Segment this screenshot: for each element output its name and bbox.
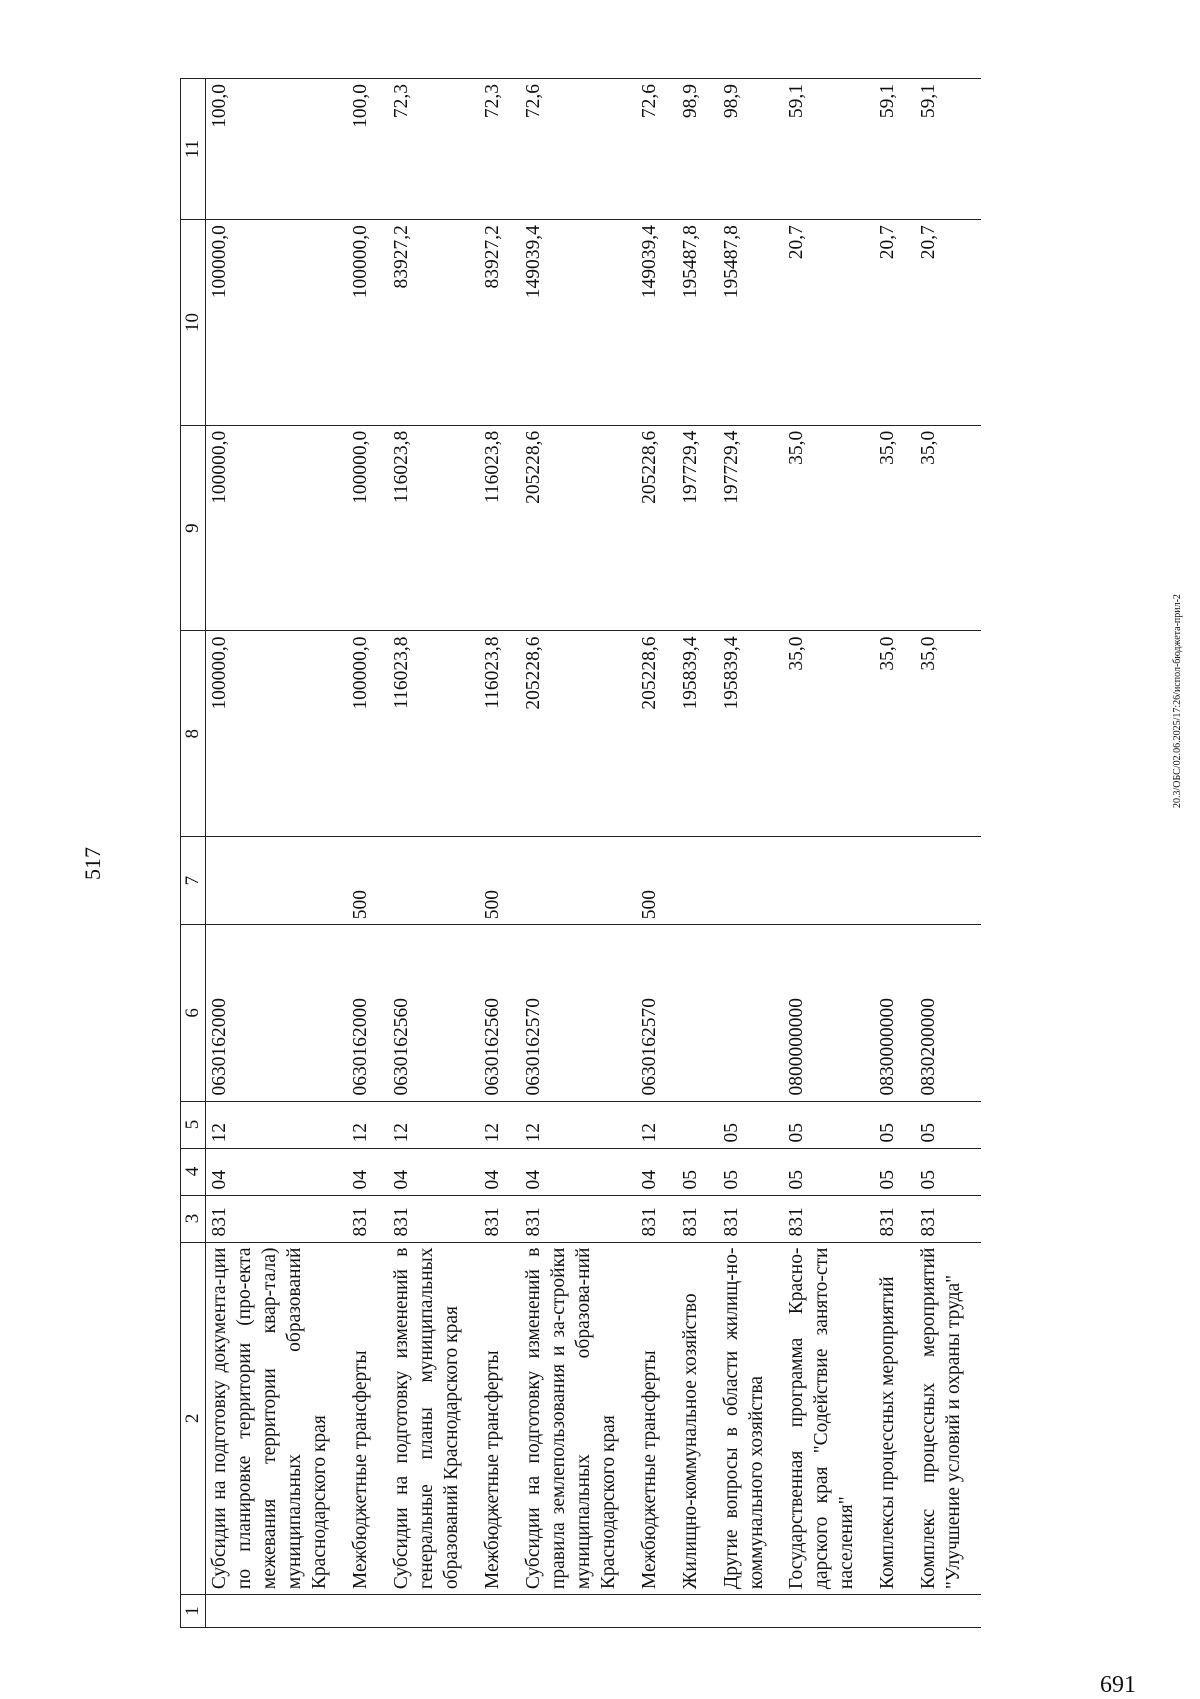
document-code: 20.3/ОБС/02.06.2025/17:26/испол-бюджета-прил-2 <box>1172 594 1183 808</box>
cell-blank <box>479 1595 520 1628</box>
column-header: 9 <box>181 425 206 631</box>
cell-c8: 116023,8 <box>388 631 479 837</box>
cell-c7: 500 <box>347 837 388 925</box>
cell-c11: 72,3 <box>388 79 479 220</box>
cell-c6 <box>677 925 718 1101</box>
cell-c9: 35,0 <box>915 425 981 631</box>
cell-c9: 100000,0 <box>347 425 388 631</box>
cell-c9: 100000,0 <box>206 425 347 631</box>
cell-c11: 72,6 <box>520 79 636 220</box>
cell-c11: 72,3 <box>479 79 520 220</box>
cell-c3: 831 <box>874 1195 915 1242</box>
cell-c6: 0630162560 <box>388 925 479 1101</box>
cell-c4: 04 <box>388 1148 479 1195</box>
cell-c8: 100000,0 <box>206 631 347 837</box>
cell-blank <box>874 1595 915 1628</box>
cell-c3: 831 <box>206 1195 347 1242</box>
cell-c3: 831 <box>677 1195 718 1242</box>
cell-c3: 831 <box>915 1195 981 1242</box>
cell-c8: 35,0 <box>874 631 915 837</box>
column-header: 11 <box>181 79 206 220</box>
budget-table-container <box>180 78 1200 1628</box>
cell-c5: 12 <box>479 1101 520 1148</box>
page-number: 691 <box>1100 1672 1136 1698</box>
table-row <box>206 79 347 1628</box>
cell-c4: 04 <box>479 1148 520 1195</box>
cell-c8: 205228,6 <box>636 631 677 837</box>
column-header: 7 <box>181 837 206 925</box>
cell-blank <box>915 1595 981 1628</box>
cell-c6: 0630162000 <box>347 925 388 1101</box>
cell-c11: 98,9 <box>718 79 784 220</box>
cell-c6: 0630162570 <box>636 925 677 1101</box>
cell-c3: 831 <box>636 1195 677 1242</box>
cell-c8: 35,0 <box>915 631 981 837</box>
budget-table <box>180 78 981 1628</box>
cell-c10: 83927,2 <box>479 220 520 426</box>
cell-c7: 500 <box>636 837 677 925</box>
cell-blank <box>636 1595 677 1628</box>
cell-c5 <box>677 1101 718 1148</box>
cell-c10: 149039,4 <box>520 220 636 426</box>
table-row <box>874 79 915 1628</box>
cell-c7 <box>677 837 718 925</box>
cell-c6: 0830200000 <box>915 925 981 1101</box>
cell-c5: 12 <box>388 1101 479 1148</box>
cell-name: Субсидии на подготовку документа-ции по планировке территории (про-екта межевания территории квар-тала) муниципальных образований Краснодарского края <box>206 1242 347 1595</box>
cell-c11: 100,0 <box>206 79 347 220</box>
cell-c7: 500 <box>479 837 520 925</box>
cell-c5: 05 <box>783 1101 874 1148</box>
cell-c4: 05 <box>677 1148 718 1195</box>
cell-c6: 0630162570 <box>520 925 636 1101</box>
cell-c8: 100000,0 <box>347 631 388 837</box>
cell-c3: 831 <box>388 1195 479 1242</box>
cell-c11: 59,1 <box>915 79 981 220</box>
cell-c5: 12 <box>347 1101 388 1148</box>
cell-c7 <box>783 837 874 925</box>
cell-c10: 195487,8 <box>677 220 718 426</box>
cell-c7 <box>915 837 981 925</box>
cell-c9: 205228,6 <box>520 425 636 631</box>
table-row <box>388 79 479 1628</box>
cell-blank <box>206 1595 347 1628</box>
cell-c8: 35,0 <box>783 631 874 837</box>
cell-c9: 197729,4 <box>677 425 718 631</box>
cell-c6: 0630162000 <box>206 925 347 1101</box>
cell-c9: 116023,8 <box>388 425 479 631</box>
cell-c8: 116023,8 <box>479 631 520 837</box>
cell-c5: 12 <box>636 1101 677 1148</box>
cell-c6: 0800000000 <box>783 925 874 1101</box>
column-header: 8 <box>181 631 206 837</box>
cell-c4: 04 <box>520 1148 636 1195</box>
cell-c11: 59,1 <box>783 79 874 220</box>
cell-c7 <box>520 837 636 925</box>
cell-c11: 98,9 <box>677 79 718 220</box>
column-header: 3 <box>181 1195 206 1242</box>
cell-c8: 205228,6 <box>520 631 636 837</box>
cell-name: Межбюджетные трансферты <box>347 1242 388 1595</box>
cell-c9: 35,0 <box>874 425 915 631</box>
cell-blank <box>783 1595 874 1628</box>
cell-c3: 831 <box>783 1195 874 1242</box>
column-header: 6 <box>181 925 206 1101</box>
cell-blank <box>677 1595 718 1628</box>
cell-c10: 20,7 <box>874 220 915 426</box>
cell-c4: 05 <box>874 1148 915 1195</box>
cell-c6: 0630162560 <box>479 925 520 1101</box>
cell-c8: 195839,4 <box>718 631 784 837</box>
table-row <box>347 79 388 1628</box>
column-header: 1 <box>181 1595 206 1628</box>
cell-c7 <box>206 837 347 925</box>
page-header-number: 517 <box>80 847 105 880</box>
cell-c5: 05 <box>718 1101 784 1148</box>
cell-c3: 831 <box>718 1195 784 1242</box>
cell-c10: 195487,8 <box>718 220 784 426</box>
cell-name: Субсидии на подготовку изменений в генеральные планы муниципальных образований Краснодарского края <box>388 1242 479 1595</box>
cell-blank <box>520 1595 636 1628</box>
cell-c9: 116023,8 <box>479 425 520 631</box>
cell-c7 <box>388 837 479 925</box>
cell-c11: 100,0 <box>347 79 388 220</box>
cell-c7 <box>874 837 915 925</box>
cell-c5: 12 <box>520 1101 636 1148</box>
cell-c4: 05 <box>915 1148 981 1195</box>
cell-c3: 831 <box>479 1195 520 1242</box>
cell-c4: 04 <box>206 1148 347 1195</box>
table-row <box>783 79 874 1628</box>
table-body <box>206 79 981 1628</box>
cell-c6: 0830000000 <box>874 925 915 1101</box>
cell-c5: 05 <box>915 1101 981 1148</box>
cell-c5: 05 <box>874 1101 915 1148</box>
cell-c5: 12 <box>206 1101 347 1148</box>
cell-c7 <box>718 837 784 925</box>
cell-c8: 195839,4 <box>677 631 718 837</box>
cell-blank <box>718 1595 784 1628</box>
cell-c3: 831 <box>520 1195 636 1242</box>
cell-c10: 100000,0 <box>206 220 347 426</box>
cell-c3: 831 <box>347 1195 388 1242</box>
cell-name: Комплекс процессных мероприятий "Улучшение условий и охраны труда" <box>915 1242 981 1595</box>
table-row <box>718 79 784 1628</box>
cell-c4: 05 <box>783 1148 874 1195</box>
table-row <box>915 79 981 1628</box>
cell-c10: 20,7 <box>783 220 874 426</box>
column-header: 4 <box>181 1148 206 1195</box>
cell-blank <box>347 1595 388 1628</box>
cell-c9: 197729,4 <box>718 425 784 631</box>
cell-c10: 100000,0 <box>347 220 388 426</box>
column-header: 5 <box>181 1101 206 1148</box>
cell-c4: 04 <box>636 1148 677 1195</box>
cell-name: Межбюджетные трансферты <box>636 1242 677 1595</box>
column-header: 2 <box>181 1242 206 1595</box>
cell-c11: 72,6 <box>636 79 677 220</box>
cell-name: Другие вопросы в области жилищ-но-коммунального хозяйства <box>718 1242 784 1595</box>
cell-name: Субсидии на подготовку изменений в правила землепользования и за-стройки муниципальных образова-ний Краснодарского края <box>520 1242 636 1595</box>
cell-c4: 05 <box>718 1148 784 1195</box>
table-row <box>636 79 677 1628</box>
cell-c10: 20,7 <box>915 220 981 426</box>
table-row <box>677 79 718 1628</box>
table-header-row <box>181 79 206 1628</box>
cell-name: Государственная программа Красно-дарского края "Содействие занято-сти населения" <box>783 1242 874 1595</box>
cell-name: Жилищно-коммунальное хозяйство <box>677 1242 718 1595</box>
cell-c6 <box>718 925 784 1101</box>
table-row <box>520 79 636 1628</box>
column-header: 10 <box>181 220 206 426</box>
cell-c9: 205228,6 <box>636 425 677 631</box>
cell-name: Комплексы процессных мероприятий <box>874 1242 915 1595</box>
cell-name: Межбюджетные трансферты <box>479 1242 520 1595</box>
cell-blank <box>388 1595 479 1628</box>
cell-c4: 04 <box>347 1148 388 1195</box>
cell-c10: 83927,2 <box>388 220 479 426</box>
table-row <box>479 79 520 1628</box>
cell-c10: 149039,4 <box>636 220 677 426</box>
cell-c9: 35,0 <box>783 425 874 631</box>
cell-c11: 59,1 <box>874 79 915 220</box>
